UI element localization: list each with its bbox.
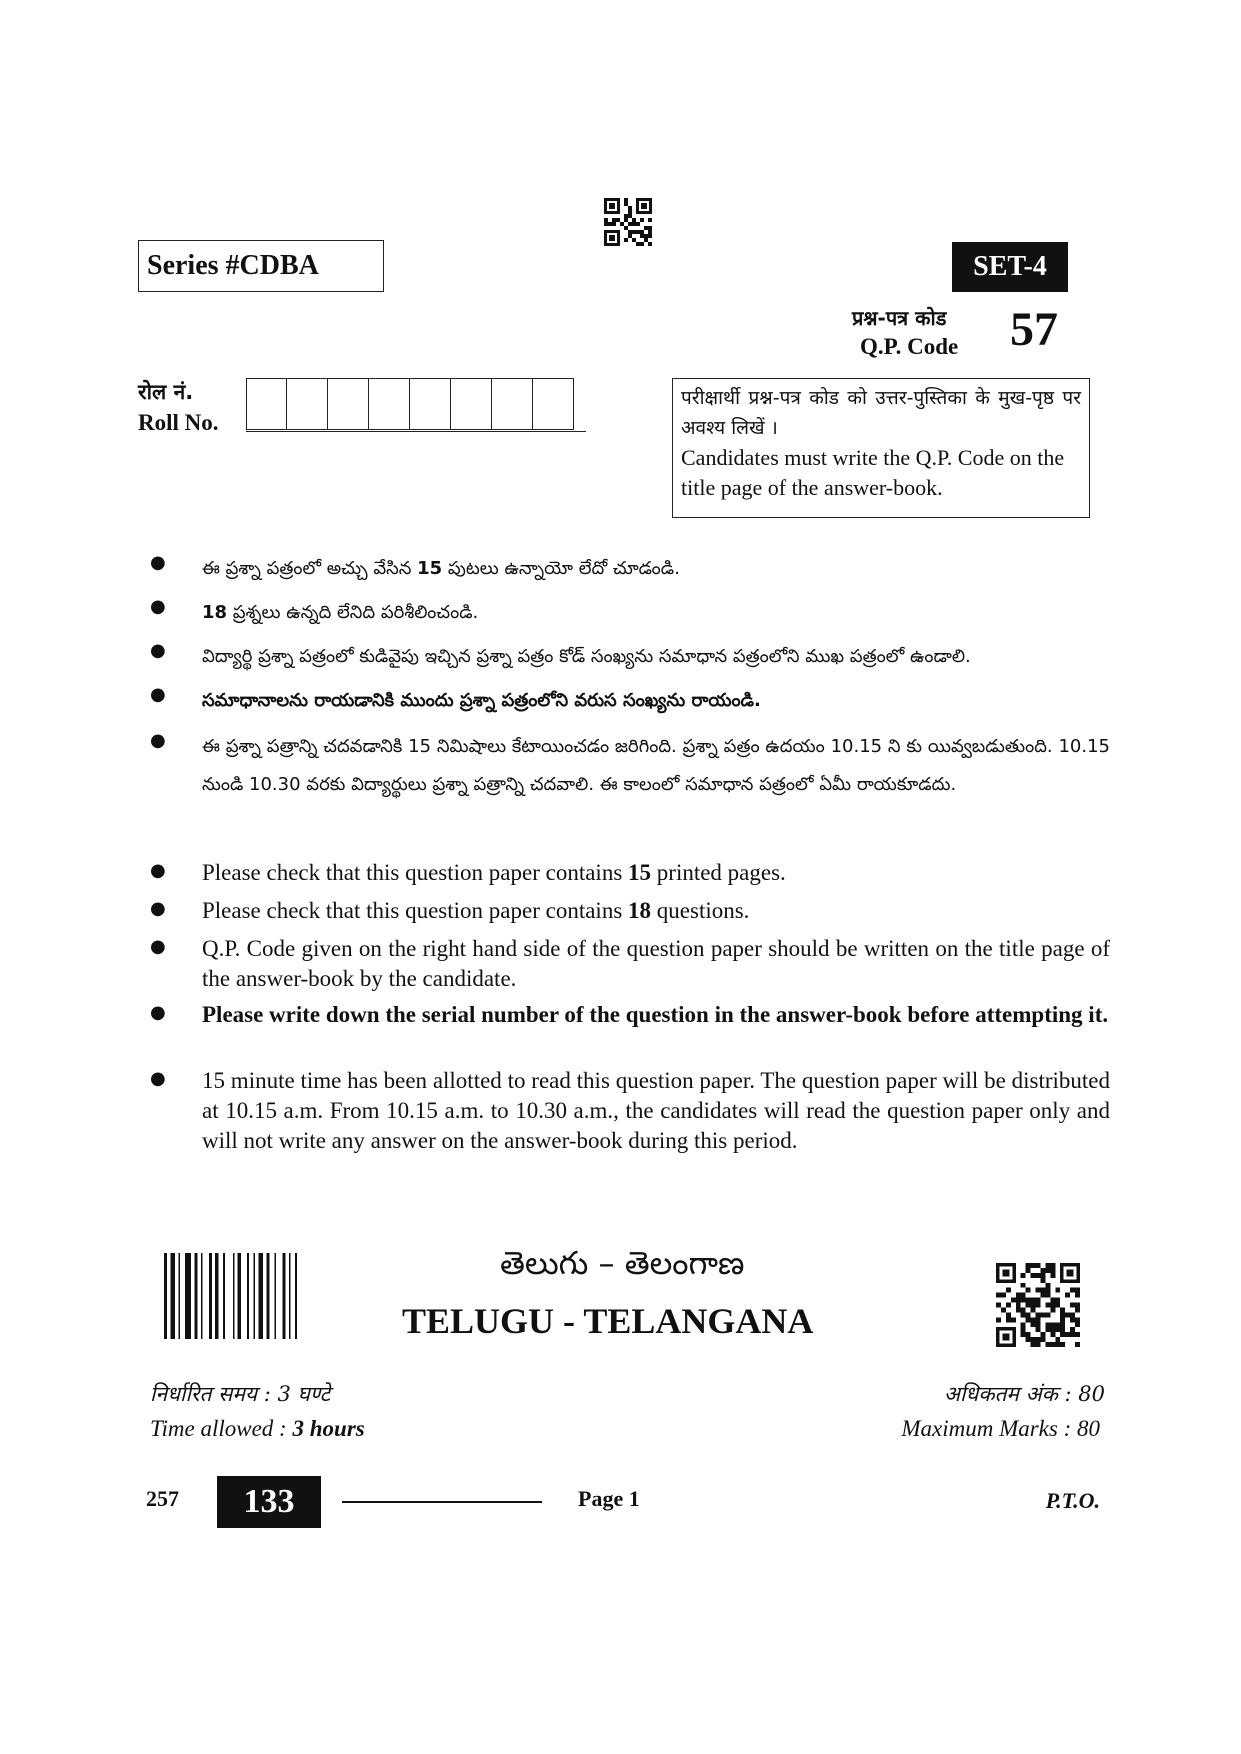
roll-no-box[interactable] — [492, 378, 533, 430]
roll-no-label-hindi: रोल नं. — [138, 380, 194, 404]
instruction-item — [150, 896, 1110, 926]
set-badge: SET-4 — [952, 242, 1068, 292]
barcode — [164, 1253, 336, 1339]
bullet-icon: ● — [150, 596, 166, 617]
qr-code-top — [604, 198, 652, 246]
bullet-icon: ● — [150, 860, 166, 881]
maximum-marks: Maximum Marks : 80 — [901, 1416, 1100, 1441]
series-label: Series #CDBA — [138, 240, 384, 292]
roll-no-box[interactable] — [328, 378, 369, 430]
instruction-text: ఈ ప్రశ్నా పత్రంలో అచ్చు వేసిన 15 పుటలు ఉన్నాయో లేదో చూడండి. — [202, 558, 680, 579]
instruction-item — [150, 1066, 1110, 1156]
footer-rule — [342, 1501, 542, 1503]
pto-label: P.T.O. — [1045, 1488, 1100, 1513]
instruction-item — [150, 550, 1110, 588]
instruction-item — [150, 858, 1110, 888]
instruction-item — [150, 594, 1110, 632]
instruction-item — [150, 934, 1110, 994]
subject-title-english: TELUGU - TELANGANA — [402, 1301, 814, 1341]
instruction-text: సమాధానాలను రాయడానికి ముందు ప్రశ్నా పత్రంలోని వరుస సంఖ్యను రాయండి. — [202, 690, 761, 711]
time-allowed-value: 3 hours — [292, 1416, 365, 1441]
bullet-icon: ● — [150, 1002, 166, 1023]
roll-no-box[interactable] — [533, 378, 574, 430]
maximum-marks-hindi: अधिकतम अंक : 80 — [943, 1382, 1105, 1406]
note-hindi: परीक्षार्थी प्रश्न-पत्र कोड को उत्तर-पुस्तिका के मुख-पृष्ठ पर अवश्य लिखें । — [681, 387, 1081, 439]
instruction-text: Please write down the serial number of the question in the answer-book before attempting it. — [202, 1002, 1109, 1027]
bullet-icon: ● — [150, 898, 166, 919]
bullet-icon: ● — [150, 640, 166, 661]
instruction-item — [150, 682, 1110, 720]
instruction-text: Please check that this question paper contains 18 questions. — [202, 898, 750, 923]
instruction-text: విద్యార్థి ప్రశ్నా పత్రంలో కుడివైపు ఇచ్చిన ప్రశ్నా పత్రం కోడ్ సంఖ్యను సమాధాన పత్రంలోని ముఖ పత్రంలో ఉండాలి. — [202, 646, 971, 667]
instruction-item — [150, 728, 1110, 804]
instruction-text: 18 ప్రశ్నలు ఉన్నది లేనిది పరిశీలించండి. — [202, 602, 479, 623]
roll-no-box[interactable] — [369, 378, 410, 430]
subject-title-telugu: తెలుగు – తెలంగాణ — [500, 1244, 745, 1282]
instruction-text: ఈ ప్రశ్నా పత్రాన్ని చదవడానికి 15 నిమిషాలు కేటాయించడం జరిగింది. ప్రశ్నా పత్రం ఉదయం 10.15 ని కు యివ్వబడుతుంది. 10.15 నుండి 10.30 వరకు విద్యార్థులు ప్రశ్నా పత్రాన్ని చదవాలి. ఈ కాలంలో సమాధాన పత్రంలో ఏమీ రాయకూడదు. — [202, 736, 1110, 795]
time-allowed-hindi: निर्धारित समय : 3 घण्टे — [150, 1382, 331, 1406]
bullet-icon: ● — [150, 552, 166, 573]
instruction-item — [150, 1000, 1110, 1030]
instruction-item — [150, 638, 1110, 676]
qr-code-bottom — [996, 1263, 1080, 1347]
instruction-text: 15 minute time has been allotted to read this question paper. The question paper will be distributed at 10.15 a.m. From 10.15 a.m. to 10.30 a.m., the candidates will read the question paper only and will not write any answer on the answer-book during this period. — [202, 1068, 1110, 1153]
paper-code-box: 133 — [217, 1476, 321, 1528]
roll-no-box[interactable] — [287, 378, 328, 430]
note-english: Candidates must write the Q.P. Code on the title page of the answer-book. — [681, 445, 1065, 500]
qp-code-instruction-box — [672, 378, 1090, 518]
qp-code-label: Q.P. Code — [860, 334, 959, 359]
instruction-text: Please check that this question paper contains 15 printed pages. — [202, 860, 786, 885]
bullet-icon: ● — [150, 684, 166, 705]
roll-no-boxes[interactable] — [246, 378, 574, 432]
bullet-icon: ● — [150, 1068, 166, 1089]
instruction-text: Q.P. Code given on the right hand side of the question paper should be written on the title page of the answer-book by the candidate. — [202, 936, 1110, 991]
qp-code-label-hindi: प्रश्न-पत्र कोड — [852, 306, 947, 330]
roll-no-label: Roll No. — [138, 410, 219, 435]
roll-no-box[interactable] — [246, 378, 287, 430]
roll-no-box[interactable] — [451, 378, 492, 430]
qp-code-value: 57 — [1010, 303, 1058, 356]
bullet-icon: ● — [150, 730, 166, 751]
bullet-icon: ● — [150, 936, 166, 957]
time-allowed: Time allowed : 3 hours — [150, 1416, 365, 1441]
page-number: Page 1 — [578, 1486, 640, 1511]
roll-no-box[interactable] — [410, 378, 451, 430]
paper-code: 257 — [146, 1486, 179, 1511]
